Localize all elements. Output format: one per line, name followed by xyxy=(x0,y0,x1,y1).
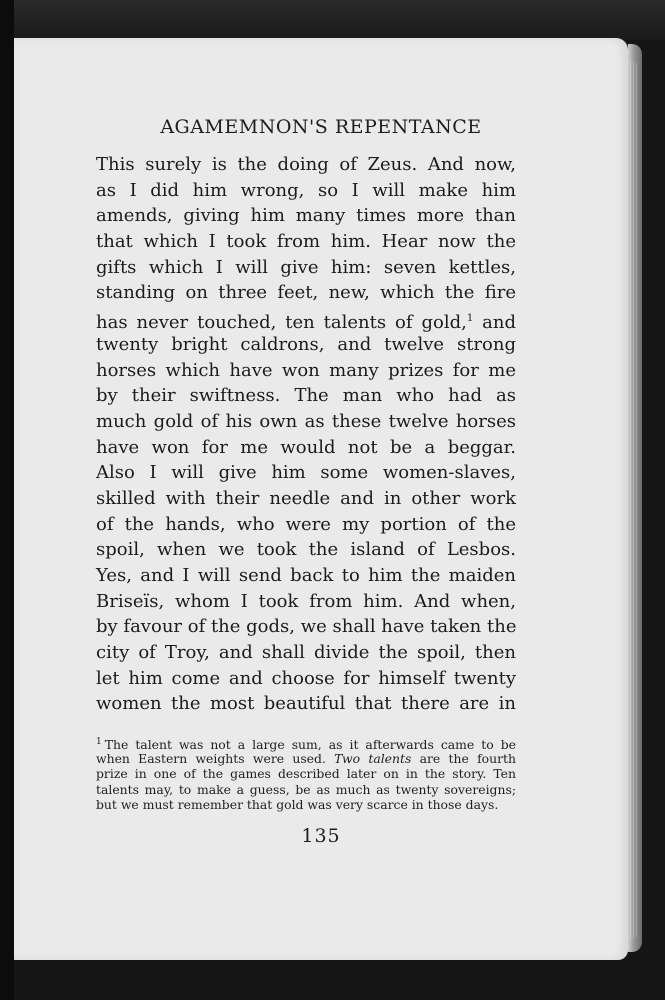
footnote-italic-text: Two talents xyxy=(334,750,412,766)
text-line-segment: and xyxy=(473,312,516,334)
text-line: much gold of his own as these twelve horses xyxy=(96,410,516,432)
text-line: amends, giving him many times more than xyxy=(96,205,516,227)
text-line: horses which have won many prizes for me xyxy=(96,359,516,381)
footnote-line xyxy=(96,735,516,751)
footnote-line: prize in one of the games described later on in the story. Ten xyxy=(96,766,516,781)
footnote xyxy=(96,735,516,813)
text-line: Yes, and I will send back to him the maiden xyxy=(96,565,516,586)
text-line: have won for me would not be a beggar. xyxy=(96,436,516,458)
footnote-line xyxy=(96,751,516,767)
footnote-text: are the fourth xyxy=(411,750,516,766)
page-number: 135 xyxy=(301,825,341,847)
text-line: women the most beautiful that there are in xyxy=(96,693,516,715)
text-line: city of Troy, and shall divide the spoil, then xyxy=(96,642,516,664)
text-line: gifts which I will give him: seven kettles, xyxy=(96,256,516,278)
text-line: Briseïs, whom I took from him. And when, xyxy=(96,590,516,612)
text-line: of the hands, who were my portion of the xyxy=(96,513,516,535)
footnote-line: talents may, to make a guess, be as much as twenty sovereigns; xyxy=(96,781,516,797)
running-head: AGAMEMNON'S REPENTANCE xyxy=(160,116,482,138)
footnote-text: when Eastern weights were used. xyxy=(96,750,335,766)
scanner-background-left xyxy=(0,0,14,1000)
body-text xyxy=(96,152,516,717)
footnote-number: 1 xyxy=(96,737,102,747)
text-line: twenty bright caldrons, and twelve strong xyxy=(96,333,516,355)
text-line-with-footnote xyxy=(96,306,516,332)
text-line: by their swiftness. The man who had as xyxy=(96,385,516,407)
footnote-text: The talent was not a large sum, as it afterwards came to be xyxy=(104,737,516,752)
book-page-edge-lines xyxy=(630,60,638,940)
text-line: as I did him wrong, so I will make him xyxy=(96,179,516,201)
text-line: standing on three feet, new, which the fire xyxy=(96,282,516,304)
text-line: This surely is the doing of Zeus. And now, xyxy=(96,154,516,175)
text-line-segment: has never touched, ten talents of gold, xyxy=(96,312,467,334)
footnote-line: but we must remember that gold was very scarce in those days. xyxy=(96,797,499,812)
text-line: spoil, when we took the island of Lesbos. xyxy=(96,539,516,561)
text-line: by favour of the gods, we shall have taken the xyxy=(96,616,517,638)
text-line: let him come and choose for himself twenty xyxy=(96,667,516,689)
scanner-background-top xyxy=(0,0,665,40)
text-line: Also I will give him some women-slaves, xyxy=(96,462,516,484)
footnote-reference-mark: 1 xyxy=(466,313,474,325)
text-line: skilled with their needle and in other work xyxy=(96,487,516,509)
book-page xyxy=(14,38,628,960)
text-line: that which I took from him. Hear now the xyxy=(96,231,516,253)
